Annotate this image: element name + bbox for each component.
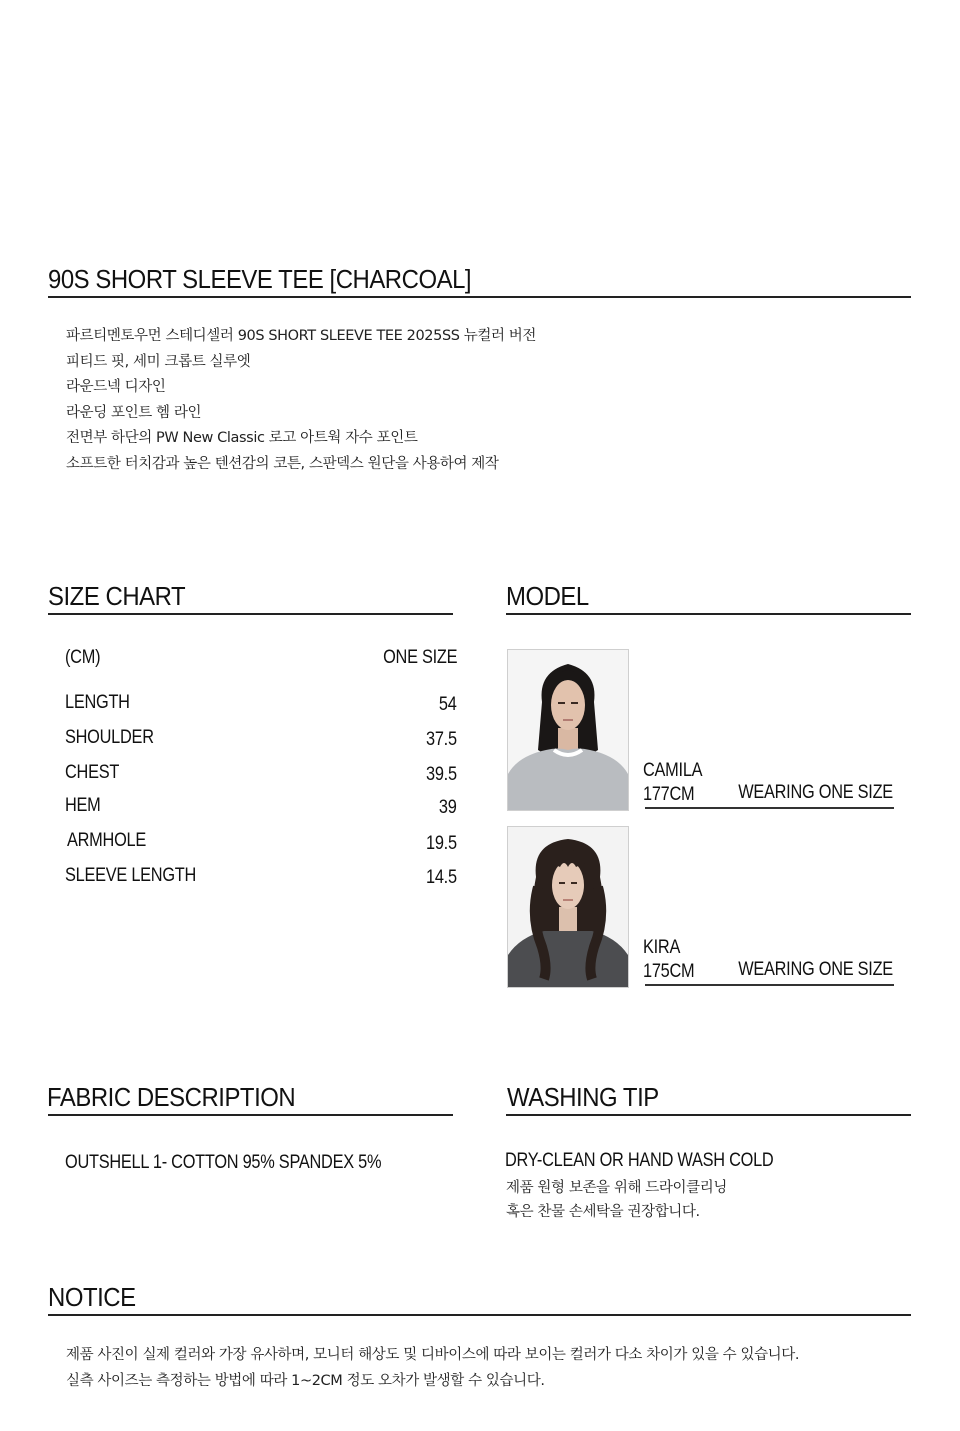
- washing-instruction-kr: 제품 원형 보존을 위해 드라이클리닝: [506, 1180, 727, 1196]
- size-row-value: 14.5: [426, 867, 457, 888]
- size-row-value: 54: [439, 694, 457, 715]
- fabric-title: FABRIC DESCRIPTION: [47, 1082, 296, 1112]
- model-wearing-size: WEARING ONE SIZE: [738, 959, 893, 980]
- size-chart-column-header: ONE SIZE: [382, 647, 457, 668]
- washing-instruction-kr: 혹은 찬물 손세탁을 권장합니다.: [506, 1204, 700, 1220]
- model-height: 177CM: [643, 784, 695, 805]
- model-name: KIRA: [643, 937, 681, 958]
- size-chart-divider: [48, 613, 453, 615]
- size-row-value: 39.5: [426, 764, 457, 785]
- washing-instruction-en: DRY-CLEAN OR HAND WASH COLD: [505, 1150, 774, 1171]
- washing-title: WASHING TIP: [507, 1082, 659, 1112]
- model-photo: [507, 826, 629, 988]
- size-row-label: SHOULDER: [65, 727, 154, 748]
- model-info-divider: [645, 807, 894, 809]
- size-row-value: 37.5: [426, 729, 457, 750]
- product-title: 90S SHORT SLEEVE TEE [CHARCOAL]: [48, 264, 472, 294]
- description-line: 라운딩 포인트 헴 라인: [66, 405, 202, 421]
- description-line: 소프트한 터치감과 높은 텐션감의 코튼, 스판덱스 원단을 사용하여 제작: [66, 456, 499, 472]
- size-row-label: ARMHOLE: [67, 830, 147, 851]
- model-portrait-camila: [508, 650, 628, 810]
- size-row-label: LENGTH: [65, 692, 130, 713]
- size-row-label: HEM: [65, 795, 101, 816]
- washing-divider: [506, 1114, 911, 1116]
- model-divider: [506, 613, 911, 615]
- size-row-label: CHEST: [65, 762, 120, 783]
- fabric-composition: OUTSHELL 1- COTTON 95% SPANDEX 5%: [65, 1152, 382, 1173]
- model-portrait-kira: [508, 827, 628, 987]
- product-title-divider: [48, 296, 911, 298]
- size-chart-title: SIZE CHART: [48, 581, 186, 611]
- model-height: 175CM: [643, 961, 695, 982]
- model-photo: [507, 649, 629, 811]
- model-info-divider: [645, 984, 894, 986]
- size-row-label: SLEEVE LENGTH: [65, 865, 197, 886]
- model-wearing-size: WEARING ONE SIZE: [738, 782, 893, 803]
- description-line: 라운드넥 디자인: [66, 379, 166, 395]
- description-line: 전면부 하단의 PW New Classic 로고 아트웍 자수 포인트: [66, 430, 418, 446]
- notice-line: 실측 사이즈는 측정하는 방법에 따라 1~2CM 정도 오차가 발생할 수 있습니다.: [66, 1373, 545, 1389]
- size-row-value: 39: [439, 797, 457, 818]
- notice-line: 제품 사진이 실제 컬러와 가장 유사하며, 모니터 해상도 및 디바이스에 따라 보이는 컬러가 다소 차이가 있을 수 있습니다.: [66, 1347, 800, 1363]
- size-row-value: 19.5: [426, 833, 457, 854]
- model-title: MODEL: [506, 581, 589, 611]
- description-line: 피티드 핏, 세미 크롭트 실루엣: [66, 354, 251, 370]
- notice-divider: [48, 1314, 911, 1316]
- size-chart-unit-label: (CM): [65, 647, 101, 668]
- description-line: 파르티멘토우먼 스테디셀러 90S SHORT SLEEVE TEE 2025SS 뉴컬러 버전: [66, 328, 537, 344]
- model-name: CAMILA: [643, 760, 703, 781]
- notice-title: NOTICE: [48, 1282, 136, 1312]
- fabric-divider: [48, 1114, 453, 1116]
